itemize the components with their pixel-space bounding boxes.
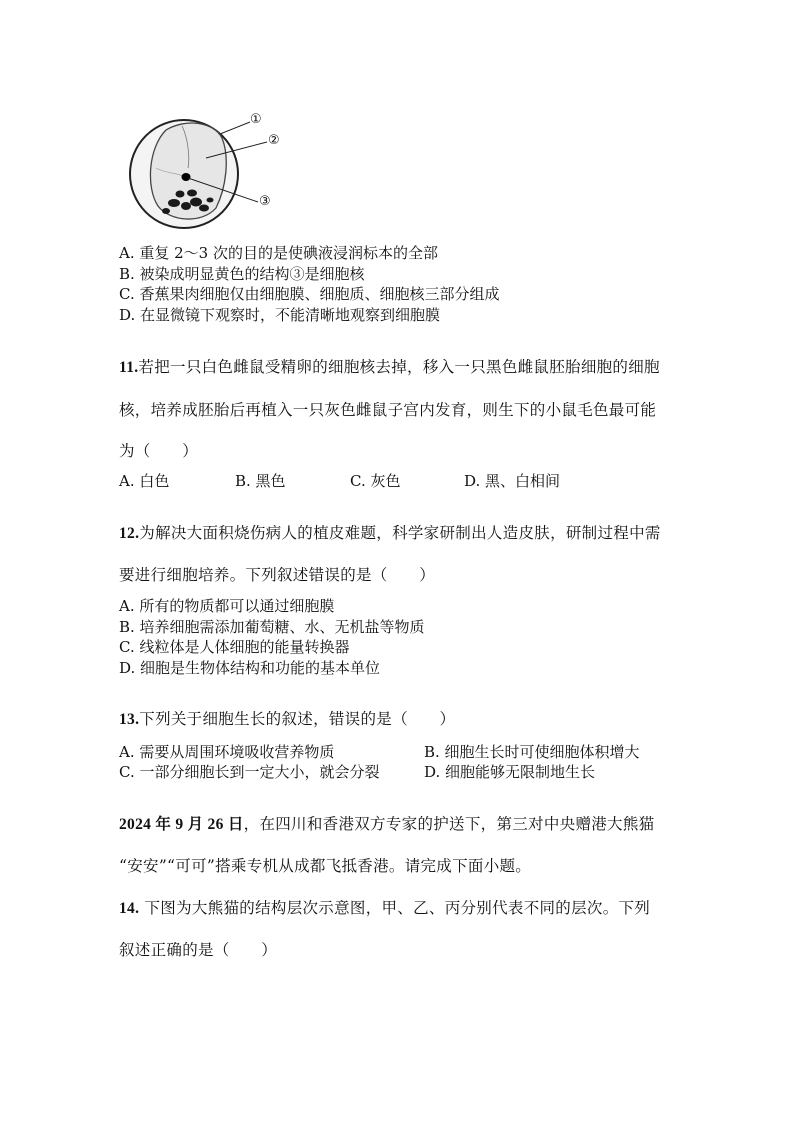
label-2: ②: [268, 133, 280, 148]
q11-option-d: D. 黑、白相间: [464, 472, 561, 490]
q11-number: 11.: [119, 359, 139, 376]
q11-option-c: C. 灰色: [350, 472, 401, 490]
q12-line-2: 要进行细胞培养。下列叙述错误的是（ ）: [119, 566, 436, 584]
q13-option-c: C. 一部分细胞长到一定大小，就会分裂: [119, 763, 380, 781]
q11-line-1: 11.若把一只白色雌鼠受精卵的细胞核去掉，移入一只黑色雌鼠胚胎细胞的细胞: [119, 358, 660, 376]
q12-number: 12.: [119, 525, 140, 542]
passage-date: 2024 年 9 月 26 日: [119, 816, 244, 833]
q10-option-c: C. 香蕉果肉细胞仅由细胞膜、细胞质、细胞核三部分组成: [119, 285, 500, 303]
label-1: ①: [250, 112, 262, 127]
cell-microscope-figure: [126, 108, 286, 232]
q10-option-b: B. 被染成明显黄色的结构③是细胞核: [119, 265, 365, 283]
q12-option-d: D. 细胞是生物体结构和功能的基本单位: [119, 659, 381, 677]
q11-line-3: 为（ ）: [119, 442, 199, 460]
nucleus-dot: [182, 173, 191, 181]
q12-line-1: 12.为解决大面积烧伤病人的植皮难题，科学家研制出人造皮肤，研制过程中需: [119, 524, 661, 542]
q13-option-a: A. 需要从周围环境吸收营养物质: [119, 743, 335, 761]
q11-option-a: A. 白色: [119, 472, 170, 490]
q11-option-b: B. 黑色: [235, 472, 286, 490]
label-3: ③: [259, 194, 271, 209]
passage-line-2: “安安”“可可”搭乘专机从成都飞抵香港。请完成下面小题。: [119, 857, 532, 875]
cell-diagram: [126, 108, 286, 232]
q14-line-1: 14. 下图为大熊猫的结构层次示意图，甲、乙、丙分别代表不同的层次。下列: [119, 899, 651, 917]
q10-option-a: A. 重复 2～3 次的目的是使碘液浸润标本的全部: [119, 244, 438, 262]
q10-option-d: D. 在显微镜下观察时，不能清晰地观察到细胞膜: [119, 306, 441, 324]
passage-line-1: 2024 年 9 月 26 日，在四川和香港双方专家的护送下，第三对中央赠港大熊猫: [119, 815, 655, 833]
q12-option-c: C. 线粒体是人体细胞的能量转换器: [119, 638, 350, 656]
q13-option-d: D. 细胞能够无限制地生长: [424, 763, 596, 781]
q14-number: 14.: [119, 900, 140, 917]
q13-line-1: 13.下列关于细胞生长的叙述，错误的是（ ）: [119, 710, 456, 728]
q13-option-b: B. 细胞生长时可使细胞体积增大: [424, 743, 640, 761]
q11-line-2: 核，培养成胚胎后再植入一只灰色雌鼠子宫内发育，则生下的小鼠毛色最可能: [119, 401, 657, 419]
q12-option-a: A. 所有的物质都可以通过细胞膜: [119, 597, 335, 615]
q14-line-2: 叙述正确的是（ ）: [119, 941, 278, 959]
q13-number: 13.: [119, 711, 140, 728]
q12-option-b: B. 培养细胞需添加葡萄糖、水、无机盐等物质: [119, 618, 425, 636]
